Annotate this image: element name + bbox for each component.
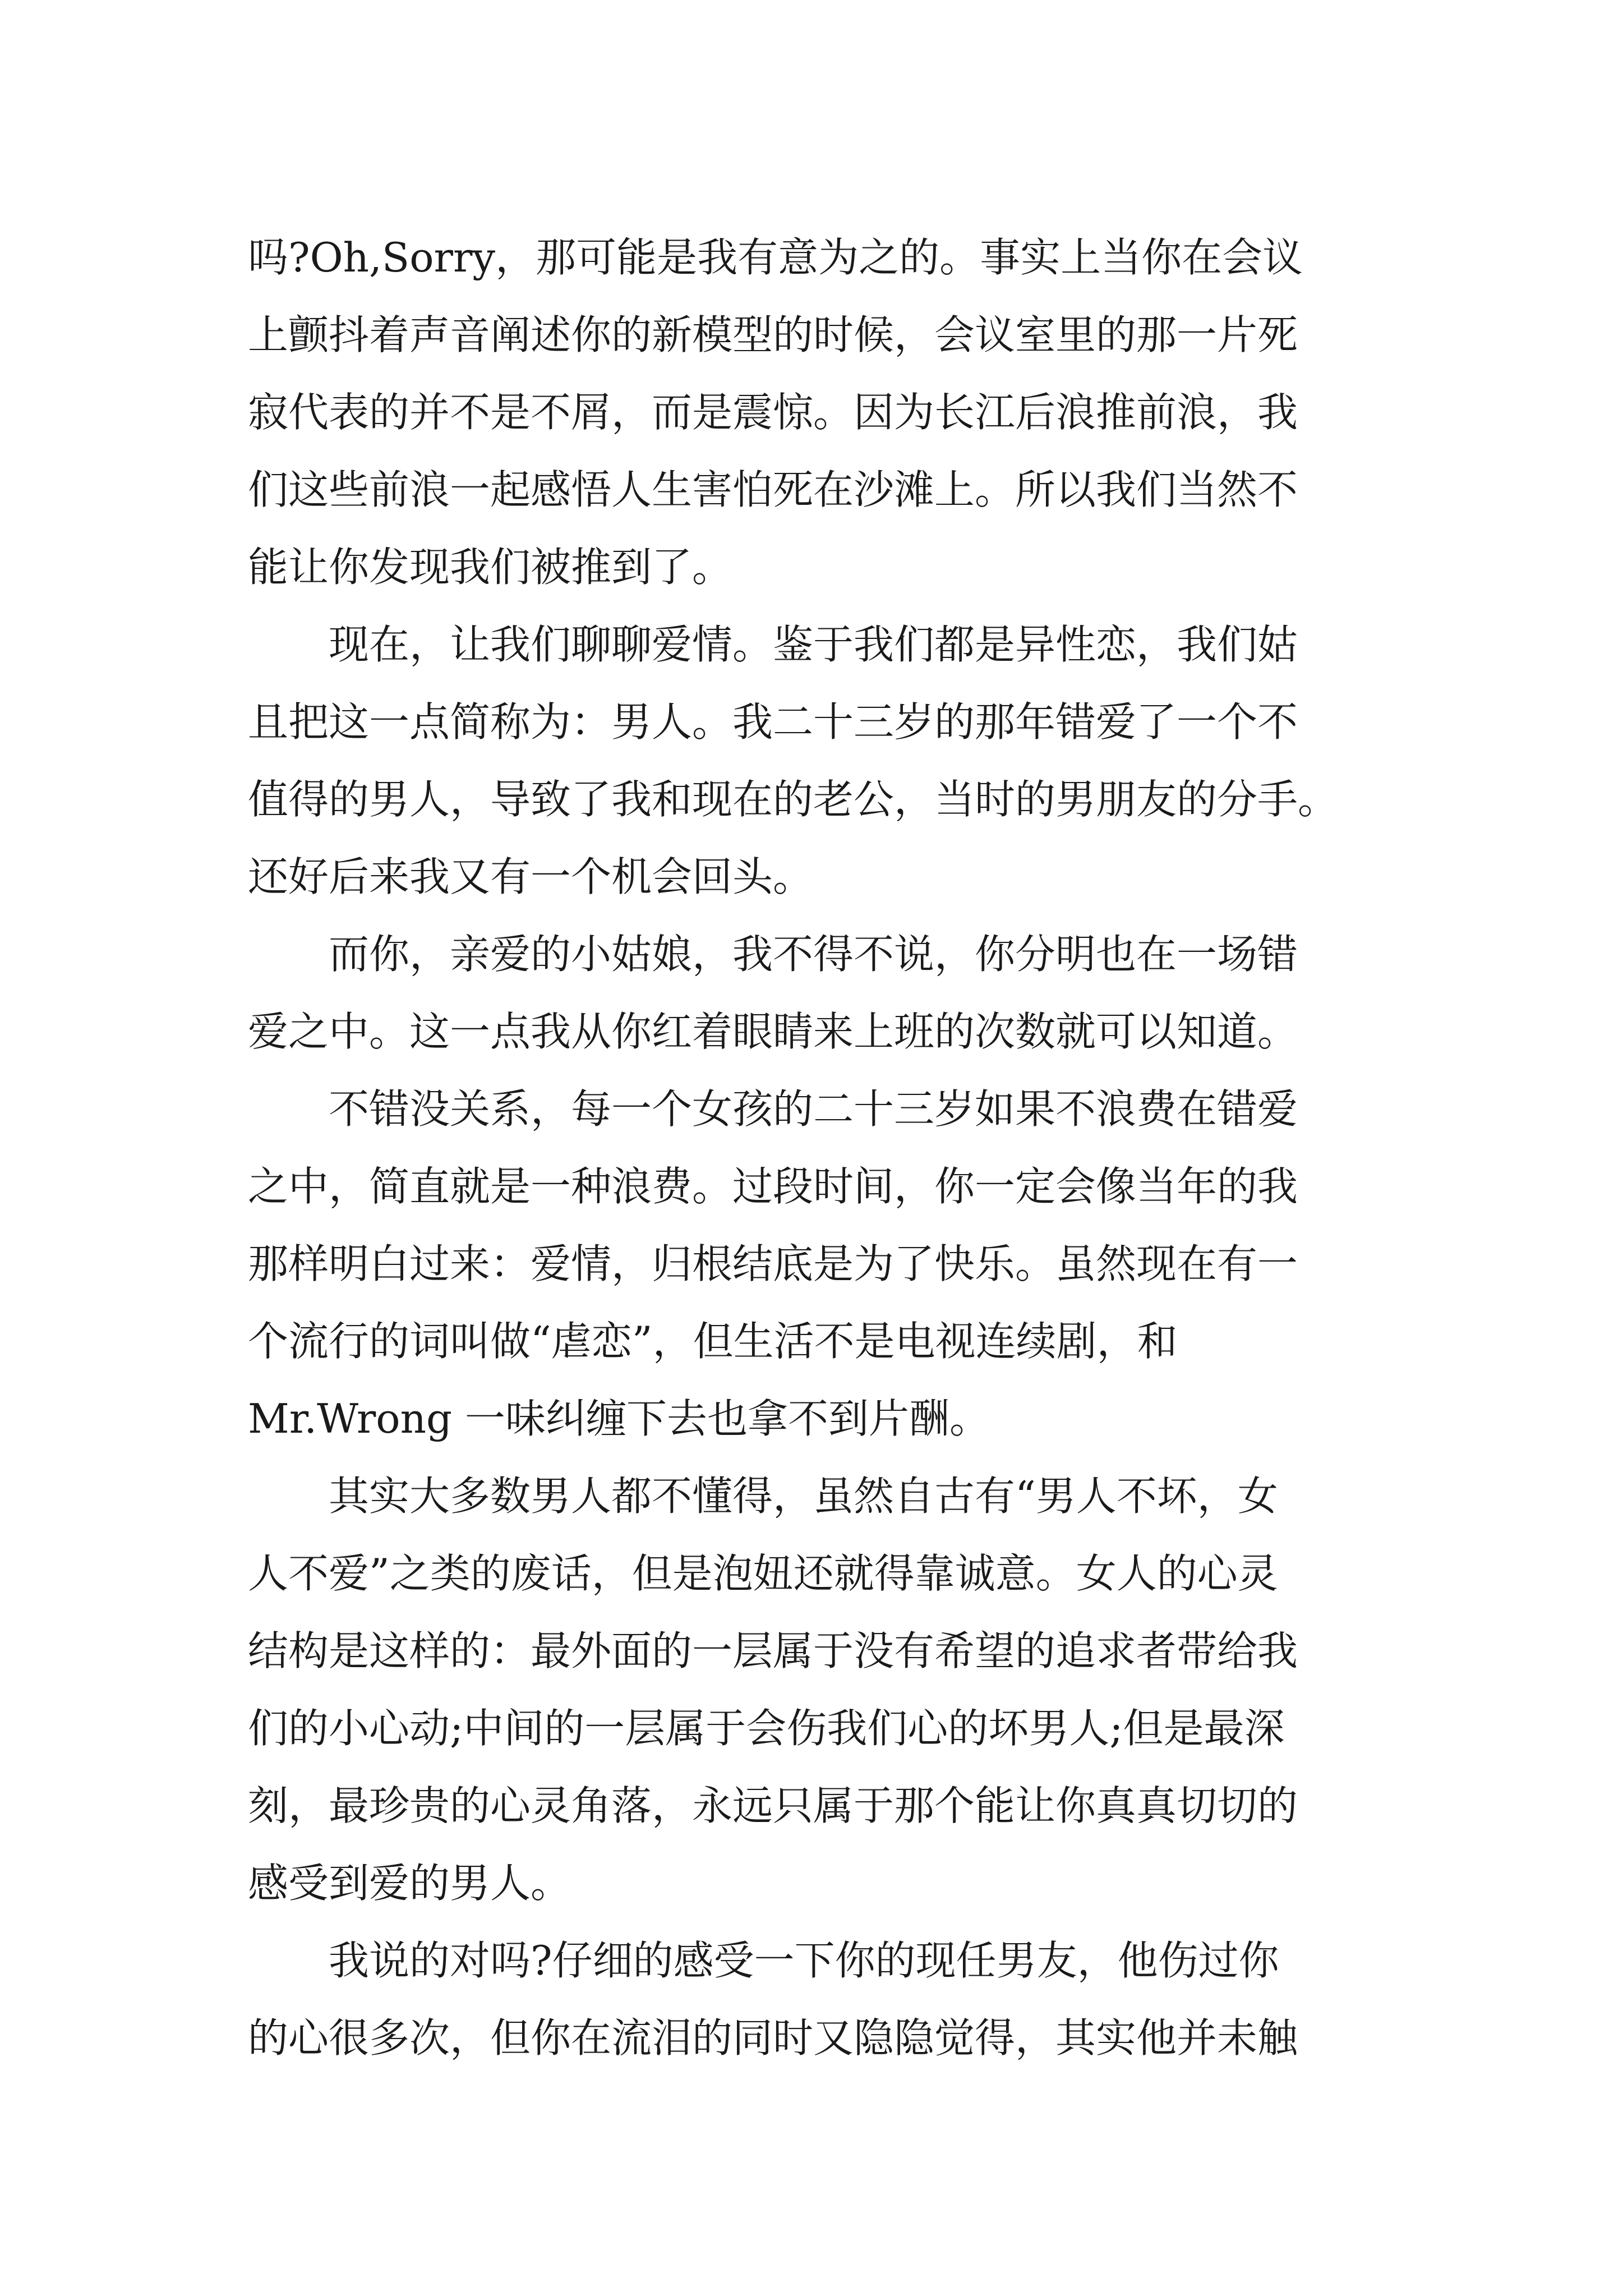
text-line: 寂代表的并不是不屑，而是震惊。因为长江后浪推前浪，我 xyxy=(248,389,1298,436)
text-line: 且把这一点简称为：男人。我二十三岁的那年错爱了一个不 xyxy=(248,698,1298,746)
text-line: 的心很多次，但你在流泪的同时又隐隐觉得，其实他并未触 xyxy=(248,2014,1298,2062)
text-line: 还好后来我又有一个机会回头。 xyxy=(248,853,814,900)
text-line: 上颤抖着声音阐述你的新模型的时候，会议室里的那一片死 xyxy=(248,311,1298,358)
text-line: 爱之中。这一点我从你红着眼睛来上班的次数就可以知道。 xyxy=(248,1008,1298,1055)
body-text xyxy=(248,219,1392,2077)
text-line: 我说的对吗?仔细的感受一下你的现任男友，他伤过你 xyxy=(248,1937,1279,1984)
text-line: 人不爱”之类的废话，但是泡妞还就得靠诚意。女人的心灵 xyxy=(248,1550,1278,1597)
text-line: 结构是这样的：最外面的一层属于没有希望的追求者带给我 xyxy=(248,1627,1298,1674)
text-line: 现在，让我们聊聊爱情。鉴于我们都是异性恋，我们姑 xyxy=(248,621,1298,668)
text-line: 值得的男人，导致了我和现在的老公，当时的男朋友的分手。 xyxy=(248,776,1339,823)
text-line: 能让你发现我们被推到了。 xyxy=(248,544,733,591)
text-line: 们这些前浪一起感悟人生害怕死在沙滩上。所以我们当然不 xyxy=(248,466,1298,513)
text-line: 之中，简直就是一种浪费。过段时间，你一定会像当年的我 xyxy=(248,1163,1298,1210)
text-line: 而你，亲爱的小姑娘，我不得不说，你分明也在一场错 xyxy=(248,931,1298,978)
text-line: 个流行的词叫做“虐恋”，但生活不是电视连续剧，和 xyxy=(248,1318,1178,1365)
text-line: 不错没关系，每一个女孩的二十三岁如果不浪费在错爱 xyxy=(248,1085,1298,1133)
text-line: 那样明白过来：爱情，归根结底是为了快乐。虽然现在有一 xyxy=(248,1240,1298,1287)
text-line: 们的小心动;中间的一层属于会伤我们心的坏男人;但是最深 xyxy=(248,1705,1285,1752)
text-line: Mr.Wrong 一味纠缠下去也拿不到片酬。 xyxy=(248,1395,990,1442)
text-line: 吗?Oh,Sorry，那可能是我有意为之的。事实上当你在会议 xyxy=(248,234,1303,281)
text-line: 刻，最珍贵的心灵角落，永远只属于那个能让你真真切切的 xyxy=(248,1782,1298,1829)
text-line: 感受到爱的男人。 xyxy=(248,1860,571,1907)
text-line: 其实大多数男人都不懂得，虽然自古有“男人不坏，女 xyxy=(248,1473,1278,1520)
